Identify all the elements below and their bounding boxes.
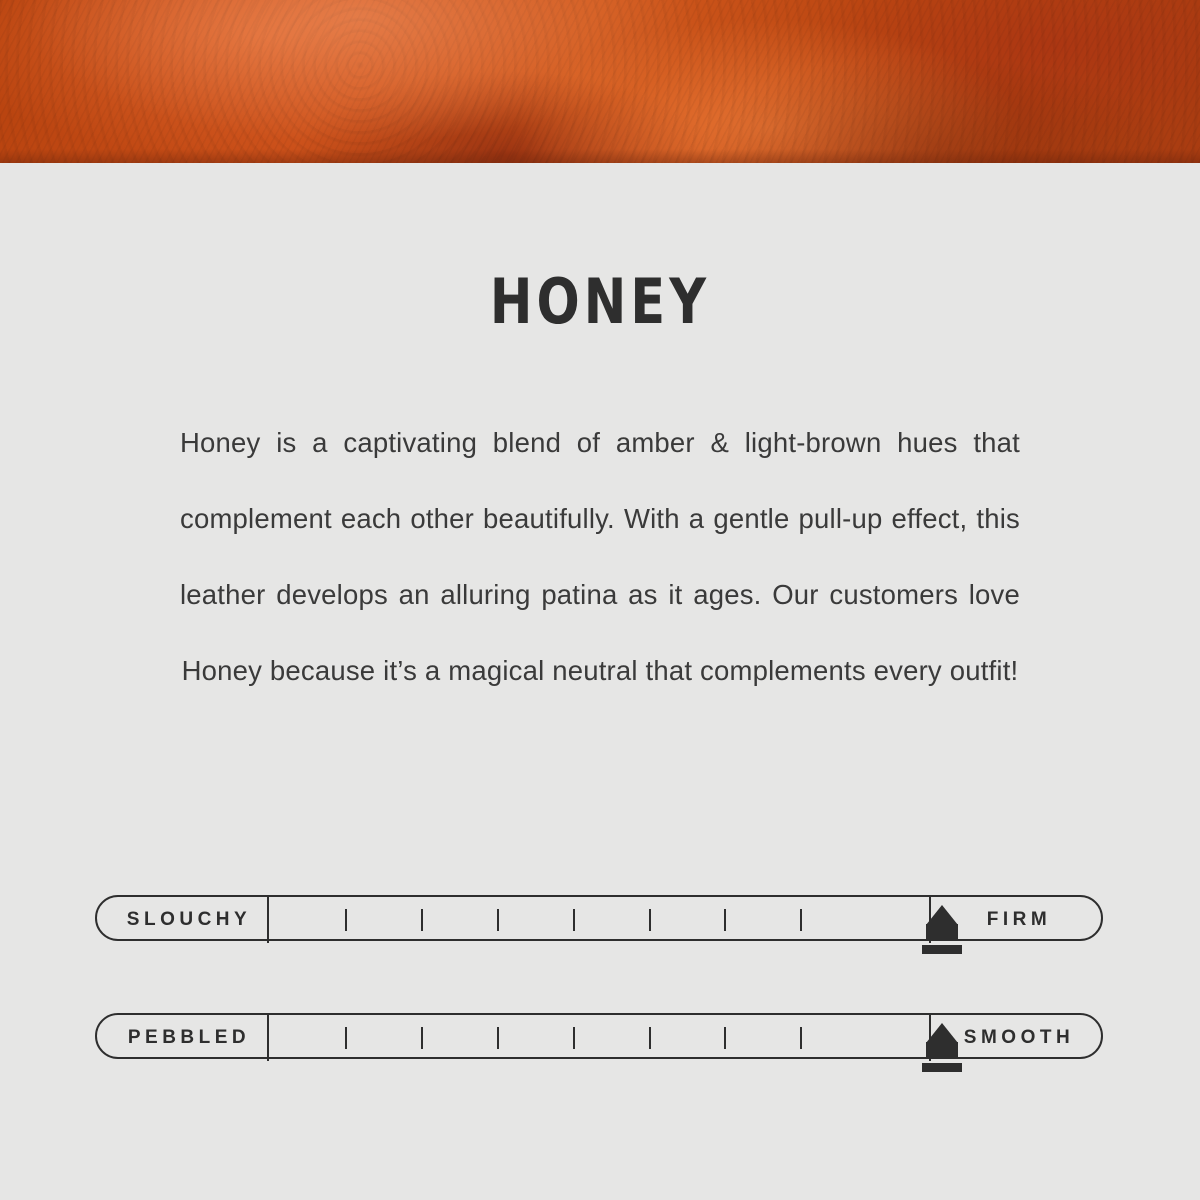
leather-swatch-image [0,0,1200,163]
slider-ticks-firmness [269,897,929,943]
slider-tick [573,1027,575,1049]
slider-left-label-texture: PEBBLED [97,1015,269,1061]
attribute-sliders [0,895,1200,1131]
slider-tick [649,1027,651,1049]
slider-tick [421,909,423,931]
marker-foot-icon [922,945,962,954]
slider-handle-texture[interactable] [920,1023,964,1081]
product-description: Honey is a captivating blend of amber & light-brown hues that complement each other beautifully. With a gentle pull-up effect, this leather develops an alluring patina as it ages. Our customers love Honey because it’s a magical neutral that complements every outfit! [180,427,1020,686]
marker-pin-icon [926,1023,958,1043]
leather-sheen-overlay [0,0,1200,163]
marker-body-icon [926,924,958,941]
slider-left-label-firmness: SLOUCHY [97,897,269,943]
slider-tick [573,909,575,931]
slider-tick [800,1027,802,1049]
slider-texture[interactable] [95,1013,1105,1061]
slider-tick [345,909,347,931]
slider-tick [800,909,802,931]
slider-tick [724,1027,726,1049]
slider-tick [421,1027,423,1049]
slider-tick [649,909,651,931]
slider-right-label-firmness: FIRM [929,897,1101,943]
slider-firmness[interactable] [95,895,1105,943]
marker-foot-icon [922,1063,962,1072]
marker-body-icon [926,1042,958,1059]
hero-edge-shadow [0,149,1200,163]
slider-tick [345,1027,347,1049]
slider-tick [497,909,499,931]
slider-handle-firmness[interactable] [920,905,964,963]
slider-tick [724,909,726,931]
slider-right-label-texture: SMOOTH [929,1015,1101,1061]
page-title: HONEY [489,265,711,338]
product-content [0,163,1200,709]
slider-ticks-texture [269,1015,929,1061]
slider-tick [497,1027,499,1049]
marker-pin-icon [926,905,958,925]
